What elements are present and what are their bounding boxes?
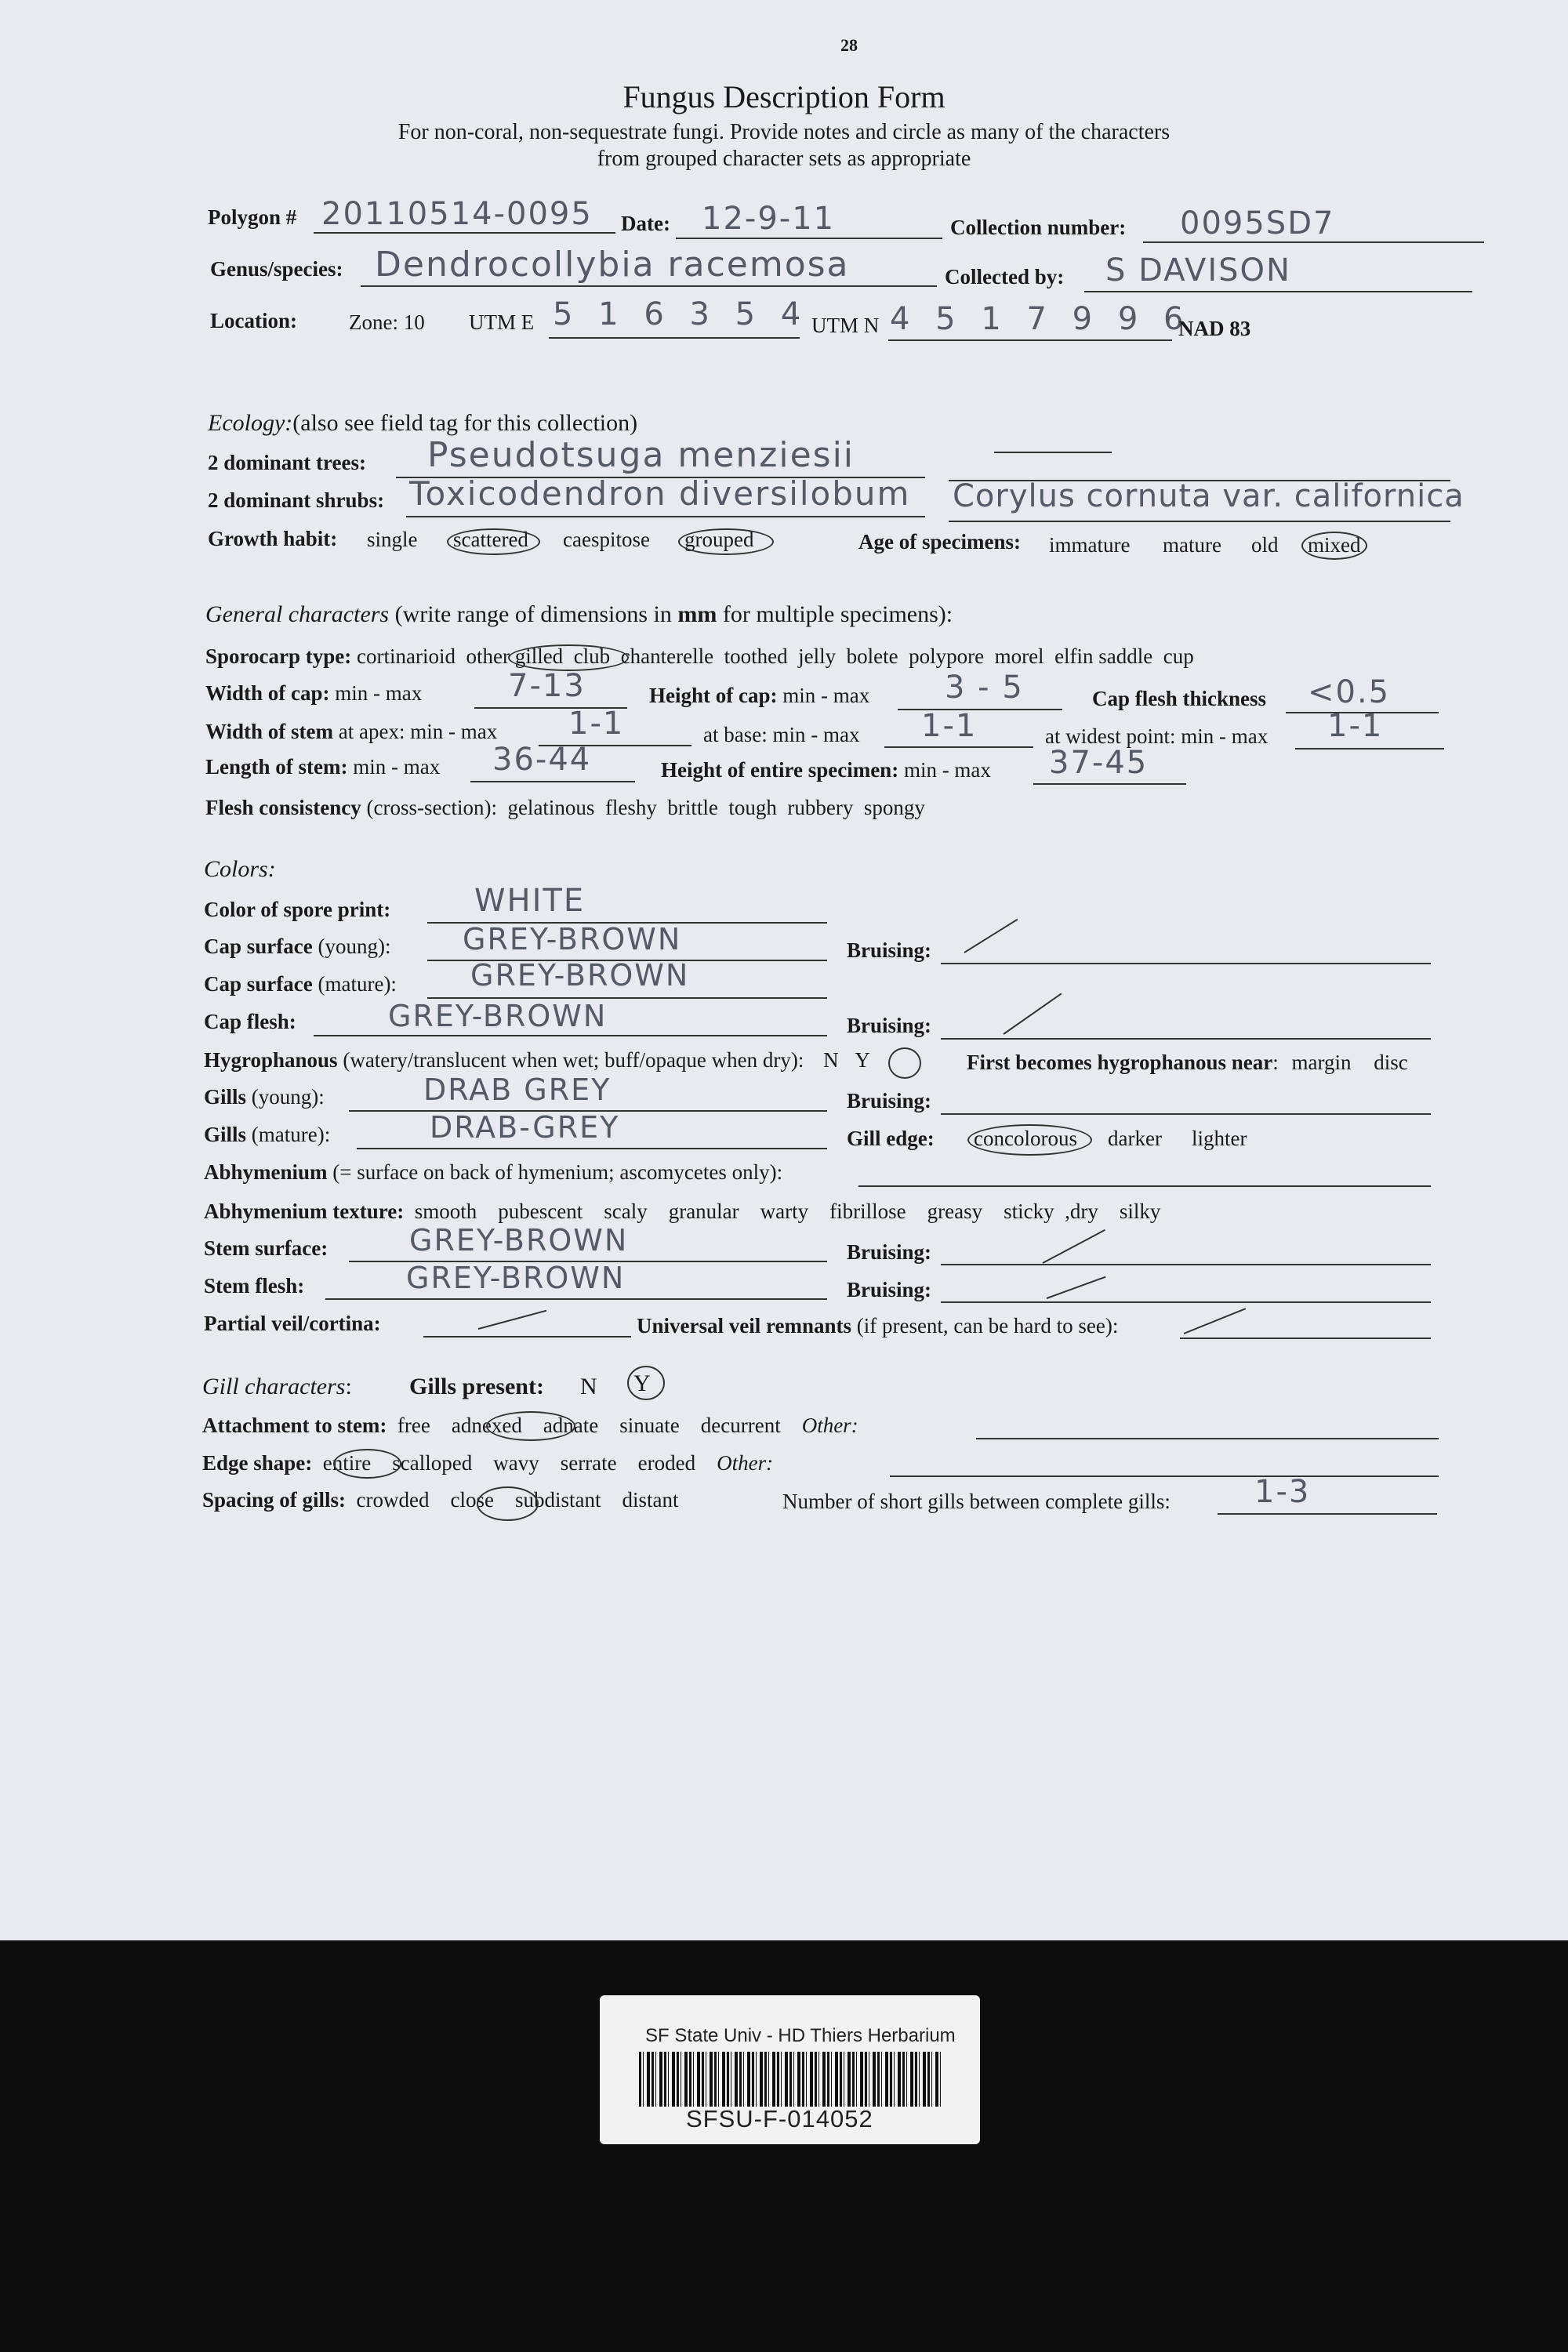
flesh-fleshy: fleshy [604,796,657,819]
age-mixed: mixed [1308,533,1361,557]
gill-characters-heading: Gill characters: [202,1374,352,1399]
cap-flesh-label: Cap flesh: [204,1010,296,1033]
genus-label: Genus/species: [210,257,343,281]
cap-flesh-bruising-line [941,1038,1431,1040]
cap-flesh-value: GREY-BROWN [388,999,608,1033]
cap-flesh-bruising-slash [1003,993,1062,1035]
spore-label: Color of spore print: [204,898,391,921]
zone-label: Zone: 10 [349,310,425,334]
shrubs-label: 2 dominant shrubs: [208,488,385,512]
attachment-other-label: Other: [801,1414,858,1437]
utmn-label: UTM N [811,314,880,337]
sporocarp-cup: cup [1163,644,1194,668]
cap-young-bruising-line [941,963,1431,964]
spacing-subdistant: subdistant [514,1488,601,1512]
trees-dash [994,452,1112,453]
form-subtitle-1: For non-coral, non-sequestrate fungi. Provide notes and circle as many of the characters [397,120,1171,144]
abhy-warty: warty [760,1200,809,1223]
short-gills-value: 1-3 [1254,1474,1311,1510]
spacing-crowded: crowded [356,1488,430,1512]
edge-shape-row: Edge shape: entire scalloped wavy serrate eroded Other: [202,1451,774,1475]
gill-edge-lighter: lighter [1192,1127,1247,1150]
edge-wavy: wavy [493,1451,539,1475]
herbarium-institution: SF State Univ - HD Thiers Herbarium [645,2025,956,2046]
hygro-margin: margin [1291,1051,1352,1074]
abhy-scaly: scaly [604,1200,648,1223]
sporocarp-cortinarioid: cortinarioid [357,644,456,668]
polygon-value: 20110514-0095 [321,196,593,232]
spacing-close-circle [477,1486,539,1521]
cap-flesh-thickness-value: <0.5 [1308,674,1391,710]
cap-flesh-line [314,1035,827,1036]
gills-present-y: Y [633,1370,651,1396]
collected-by-label: Collected by: [945,265,1065,289]
age-mixed-circle [1301,532,1367,560]
abhy-dry: ,dry [1065,1200,1098,1223]
height-cap-row: Height of cap: min - max [649,684,870,707]
width-stem-widest-line [1295,748,1444,750]
attachment-row: Attachment to stem: free adnexed adnate sinuate decurrent Other: [202,1414,858,1437]
spacing-close: close [450,1488,494,1512]
sporocarp-bolete: bolete [846,644,898,668]
growth-scattered-circle [447,528,540,555]
abhy-line [858,1185,1431,1187]
edge-entire: entire [322,1451,372,1475]
stem-flesh-bruising-slash [1047,1276,1106,1299]
attachment-other-line [976,1438,1439,1439]
shrubs-value-2: Corylus cornuta var. californica [953,478,1465,514]
width-stem-row: Width of stem at apex: min - max [205,720,498,743]
collected-by-value: S DAVISON [1105,252,1291,289]
sporocarp-toothed: toothed [724,644,788,668]
hygro-y: Y [855,1048,870,1072]
cap-young-bruising-label: Bruising: [847,938,932,962]
width-stem-base-value: 1-1 [921,708,978,744]
spacing-row: Spacing of gills: crowded close subdistant distant [202,1488,679,1512]
width-stem-widest-value: 1-1 [1327,708,1384,744]
edge-scalloped: scalloped [392,1451,473,1475]
gills-young-value: DRAB GREY [423,1073,612,1107]
attachment-free: free [397,1414,430,1437]
edge-other-label: Other: [717,1451,774,1475]
utme-line [549,337,800,339]
first-hygro-row: First becomes hygrophanous near: margin disc [967,1051,1408,1074]
abhy-sticky: sticky [1004,1200,1054,1223]
flesh-gelatinous: gelatinous [507,796,595,819]
sporocarp-club: club [573,644,611,668]
stem-surface-value: GREY-BROWN [409,1223,629,1258]
polygon-line [314,232,615,234]
attachment-adnate: adnate [543,1414,599,1437]
length-stem-line [470,781,635,782]
sporocarp-polypore: polypore [909,644,985,668]
cap-young-row: Cap surface (young): [204,935,391,958]
height-cap-value: 3 - 5 [945,670,1024,706]
collected-by-line [1084,291,1472,292]
gill-edge-concolorous: concolorous [974,1127,1077,1150]
width-cap-row: Width of cap: min - max [205,681,423,705]
cap-mature-value: GREY-BROWN [470,958,690,993]
height-entire-value: 37-45 [1049,745,1149,781]
location-label: Location: [210,309,297,332]
universal-veil-line [1180,1338,1431,1339]
sporocarp-chanterelle: chanterelle [620,644,714,668]
shrubs-value-1: Toxicodendron diversilobum [409,474,911,513]
partial-veil-label: Partial veil/cortina: [204,1312,381,1335]
date-value: 12-9-11 [702,201,836,237]
attachment-sinuate: sinuate [619,1414,680,1437]
width-stem-apex-value: 1-1 [568,706,625,742]
at-widest-label: at widest point: min - max [1045,724,1269,748]
collection-number-line [1143,241,1484,243]
growth-single: single [367,528,418,551]
edge-other-line [890,1475,1439,1477]
utmn-value: 4 5 1 7 9 9 6 [890,301,1192,337]
genus-value: Dendrocollybia racemosa [375,245,850,285]
gill-edge-darker: darker [1108,1127,1162,1150]
cap-flesh-thickness-label: Cap flesh thickness [1092,687,1267,710]
attachment-adnexed-circle [486,1411,575,1441]
universal-veil-row: Universal veil remnants (if present, can be hard to see): [637,1314,1119,1338]
nad-label: NAD 83 [1178,317,1251,340]
attachment-adnexed: adnexed [451,1414,522,1437]
sporocarp-other-gilled-circle [508,644,629,671]
short-gills-line [1218,1513,1437,1515]
age-immature: immature [1049,533,1131,557]
hygro-disc: disc [1374,1051,1408,1074]
abhy-pubescent: pubescent [498,1200,583,1223]
flesh-tough: tough [728,796,777,819]
herbarium-label [600,1995,980,2144]
shrubs-line [406,516,925,517]
width-stem-base-line [884,746,1033,748]
flesh-rubbery: rubbery [787,796,854,819]
flesh-spongy: spongy [863,796,925,819]
edge-entire-circle [333,1449,401,1479]
cap-flesh-bruising-label: Bruising: [847,1014,932,1037]
growth-grouped-circle [678,528,774,555]
universal-veil-slash [1184,1308,1247,1334]
stem-flesh-bruising-line [941,1301,1431,1303]
length-stem-row: Length of stem: min - max [205,755,441,779]
sporocarp-elfin-saddle: elfin saddle [1054,644,1153,668]
abhy-greasy: greasy [927,1200,983,1223]
colors-heading: Colors: [204,856,276,882]
flesh-row: Flesh consistency (cross-section): gelatinous fleshy brittle tough rubbery spongy [205,796,925,819]
hygro-n-circle [888,1047,921,1079]
gills-mature-value: DRAB-GREY [430,1110,620,1145]
gills-present-label: Gills present: [409,1374,544,1399]
age-mature: mature [1163,533,1221,557]
barcode-image [639,2052,941,2107]
stem-flesh-value: GREY-BROWN [406,1261,626,1295]
collection-number-label: Collection number: [950,216,1127,239]
stem-surface-bruising-label: Bruising: [847,1240,932,1264]
at-base-label: at base: min - max [703,723,860,746]
cap-young-bruising-slash [964,919,1018,953]
stem-flesh-label: Stem flesh: [204,1274,305,1298]
cap-mature-row: Cap surface (mature): [204,972,397,996]
abhy-granular: granular [668,1200,739,1223]
stem-flesh-bruising-label: Bruising: [847,1278,932,1301]
cap-young-value: GREY-BROWN [463,922,682,956]
gill-edge-label: Gill edge: [847,1127,935,1150]
general-heading: General characters (write range of dimensions in mm for multiple specimens): [205,601,953,627]
growth-row: Growth habit: [208,527,338,550]
gills-mature-row: Gills (mature): [204,1123,331,1146]
attachment-decurrent: decurrent [700,1414,781,1437]
abhy-texture-row: Abhymenium texture: smooth pubescent scaly granular warty fibrillose greasy sticky ,dry silky [204,1200,1161,1223]
utme-label: UTM E [469,310,535,334]
genus-line [361,285,937,287]
gills-present-y-circle [627,1366,665,1400]
stem-surface-label: Stem surface: [204,1236,328,1260]
trees-value: Pseudotsuga menziesii [427,435,855,475]
spore-value: WHITE [474,883,586,919]
utme-value: 5 1 6 3 5 4 [553,296,809,332]
stem-flesh-line [325,1298,827,1300]
catalog-number: SFSU-F-014052 [686,2105,873,2132]
partial-veil-line [423,1336,631,1338]
date-label: Date: [621,212,670,235]
form-title: Fungus Description Form [622,79,946,114]
ecology-heading: Ecology:(also see field tag for this collection) [208,410,638,436]
short-gills-label: Number of short gills between complete gills: [782,1490,1171,1513]
gills-young-bruising-label: Bruising: [847,1089,932,1112]
gills-young-row: Gills (young): [204,1085,325,1109]
abhy-smooth: smooth [414,1200,477,1223]
sporocarp-jelly: jelly [798,644,837,668]
stem-surface-bruising-slash [1043,1229,1105,1264]
gill-edge-concolorous-circle [967,1124,1092,1156]
spacing-distant: distant [622,1488,679,1512]
stem-surface-bruising-line [941,1264,1431,1265]
growth-caespitose: caespitose [563,528,650,551]
gills-young-bruising-line [941,1113,1431,1115]
sporocarp-morel: morel [994,644,1044,668]
partial-veil-slash [478,1310,546,1330]
height-entire-line [1033,783,1186,785]
edge-serrate: serrate [560,1451,617,1475]
age-label: Age of specimens: [858,530,1021,554]
abhy-fibrillose: fibrillose [829,1200,906,1223]
length-stem-value: 36-44 [492,742,592,778]
page-number: 28 [840,35,858,55]
age-old: old [1251,533,1279,557]
gills-present-n: N [580,1374,597,1399]
polygon-label: Polygon # [208,205,297,229]
hygro-n: N [823,1048,839,1072]
date-line [676,238,942,239]
gills-mature-line [357,1148,827,1149]
growth-scattered: scattered [453,528,528,551]
abhy-silky: silky [1119,1200,1161,1223]
flesh-brittle: brittle [667,796,718,819]
growth-grouped: grouped [684,528,754,551]
sporocarp-other-gilled: other gilled [466,644,564,668]
edge-eroded: eroded [637,1451,696,1475]
sporocarp-row: Sporocarp type: cortinarioid other gilled club chanterelle toothed jelly bolete polypore morel elfin saddle cup [205,644,1194,668]
height-entire-row: Height of entire specimen: min - max [661,758,991,782]
collection-number-value: 0095SD7 [1180,205,1335,241]
abhy-row: Abhymenium (= surface on back of hymenium; ascomycetes only): [204,1160,783,1184]
trees-label: 2 dominant trees: [208,451,366,474]
width-cap-value: 7-13 [508,668,586,704]
utmn-line [888,339,1172,341]
form-subtitle-2: from grouped character sets as appropriate [597,147,971,171]
shrubs-line-2 [949,521,1450,522]
hygro-row: Hygrophanous (watery/translucent when wet; buff/opaque when dry): N Y [204,1048,870,1072]
